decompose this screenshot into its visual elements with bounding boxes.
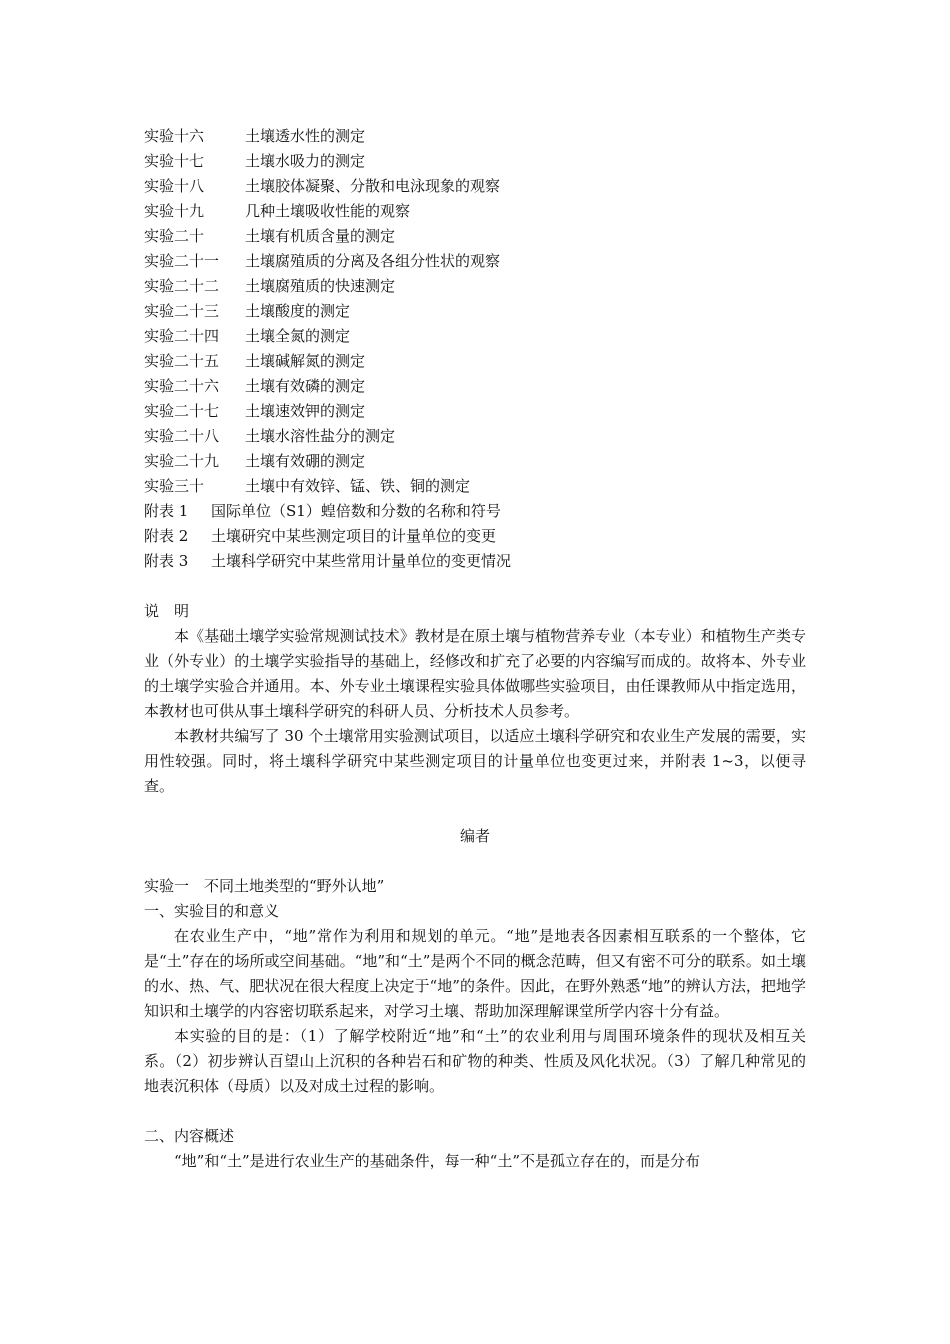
- toc-list: [144, 124, 806, 574]
- preface-section: [144, 599, 806, 849]
- toc-item: [144, 249, 806, 274]
- section-paragraph: 本实验的目的是：（1）了解学校附近“地”和“土”的农业利用与周围环境条件的现状及相互关系。（2）初步辨认百望山上沉积的各种岩石和矿物的种类、性质及风化状况。（3）了解几种常见的地表沉积体（母质）以及对成土过程的影响。: [144, 1027, 806, 1095]
- toc-item: [144, 399, 806, 424]
- toc-item: [144, 299, 806, 324]
- toc-title: 土壤速效钾的测定: [245, 402, 366, 420]
- preface-heading: 说 明: [144, 602, 190, 620]
- toc-number: 实验二十二: [144, 277, 220, 295]
- appendix-title: 国际单位（S1）蝗倍数和分数的名称和符号: [211, 502, 501, 520]
- section-heading: 一、实验目的和意义: [144, 902, 280, 920]
- toc-number: 实验二十六: [144, 377, 220, 395]
- toc-title: 土壤胶体凝聚、分散和电泳现象的观察: [245, 177, 501, 195]
- appendix-item: [144, 524, 806, 549]
- appendix-title: 土壤研究中某些测定项目的计量单位的变更: [211, 527, 497, 545]
- toc-number: 实验二十一: [144, 252, 220, 270]
- experiment-title: 实验一 不同土地类型的“野外认地”: [144, 877, 385, 895]
- toc-item: [144, 424, 806, 449]
- toc-number: 实验二十四: [144, 327, 220, 345]
- toc-number: 实验十九: [144, 202, 205, 220]
- toc-item: [144, 224, 806, 249]
- toc-title: 土壤有效磷的测定: [245, 377, 366, 395]
- toc-number: 实验十七: [144, 152, 205, 170]
- toc-title: 土壤全氮的测定: [245, 327, 351, 345]
- toc-title: 土壤腐殖质的分离及各组分性状的观察: [245, 252, 501, 270]
- toc-item: [144, 149, 806, 174]
- toc-item: [144, 349, 806, 374]
- toc-item: [144, 174, 806, 199]
- section-paragraph: 在农业生产中，“地”常作为利用和规划的单元。“地”是地表各因素相互联系的一个整体，它是“土”存在的场所或空间基础。“地”和“土”是两个不同的概念范畴，但又有密不可分的联系。如土壤的水、热、气、肥状况在很大程度上决定于“地”的条件。因此，在野外熟悉“地”的辨认方法，把地学知识和土壤学的内容密切联系起来，对学习土壤、帮助加深理解课堂所学内容十分有益。: [144, 927, 806, 1020]
- toc-number: 实验二十五: [144, 352, 220, 370]
- experiment-section: [144, 874, 806, 1174]
- toc-item: [144, 124, 806, 149]
- toc-number: 实验二十: [144, 227, 205, 245]
- toc-item: [144, 274, 806, 299]
- document-page: [144, 124, 806, 1174]
- appendix-number: 附表 2: [144, 527, 189, 545]
- section-heading: 二、内容概述: [144, 1127, 235, 1145]
- toc-title: 土壤透水性的测定: [245, 127, 366, 145]
- appendix-item: [144, 499, 806, 524]
- toc-title: 土壤有机质含量的测定: [245, 227, 396, 245]
- toc-item: [144, 449, 806, 474]
- toc-item: [144, 474, 806, 499]
- toc-title: 土壤酸度的测定: [245, 302, 351, 320]
- toc-number: 实验二十七: [144, 402, 220, 420]
- toc-number: 实验二十九: [144, 452, 220, 470]
- appendix-number: 附表 1: [144, 502, 189, 520]
- preface-paragraph: 本教材共编写了 30 个土壤常用实验测试项目，以适应土壤科学研究和农业生产发展的需要，实用性较强。同时，将土壤科学研究中某些测定项目的计量单位也变更过来，并附表 1~3，以便寻查。: [144, 727, 806, 795]
- toc-item: [144, 199, 806, 224]
- toc-title: 土壤有效硼的测定: [245, 452, 366, 470]
- preface-paragraph: 本《基础土壤学实验常规测试技术》教材是在原土壤与植物营养专业（本专业）和植物生产类专业（外专业）的土壤学实验指导的基础上，经修改和扩充了必要的内容编写而成的。故将本、外专业的土壤学实验合并通用。本、外专业土壤课程实验具体做哪些实验项目，由任课教师从中指定选用，本教材也可供从事土壤科学研究的科研人员、分析技术人员参考。: [144, 627, 806, 720]
- toc-title: 几种土壤吸收性能的观察: [245, 202, 411, 220]
- toc-item: [144, 374, 806, 399]
- toc-number: 实验十八: [144, 177, 205, 195]
- toc-number: 实验十六: [144, 127, 205, 145]
- toc-number: 实验三十: [144, 477, 205, 495]
- toc-number: 实验二十三: [144, 302, 220, 320]
- toc-title: 土壤腐殖质的快速测定: [245, 277, 396, 295]
- toc-title: 土壤中有效锌、锰、铁、铜的测定: [245, 477, 471, 495]
- toc-title: 土壤水溶性盐分的测定: [245, 427, 396, 445]
- toc-title: 土壤水吸力的测定: [245, 152, 366, 170]
- preface-signature: 编者: [459, 827, 490, 845]
- appendix-title: 土壤科学研究中某些常用计量单位的变更情况: [211, 552, 512, 570]
- section-paragraph: “地”和“土”是进行农业生产的基础条件，每一种“土”不是孤立存在的，而是分布: [174, 1152, 701, 1170]
- appendix-number: 附表 3: [144, 552, 189, 570]
- appendix-item: [144, 549, 806, 574]
- toc-title: 土壤碱解氮的测定: [245, 352, 366, 370]
- toc-item: [144, 324, 806, 349]
- toc-number: 实验二十八: [144, 427, 220, 445]
